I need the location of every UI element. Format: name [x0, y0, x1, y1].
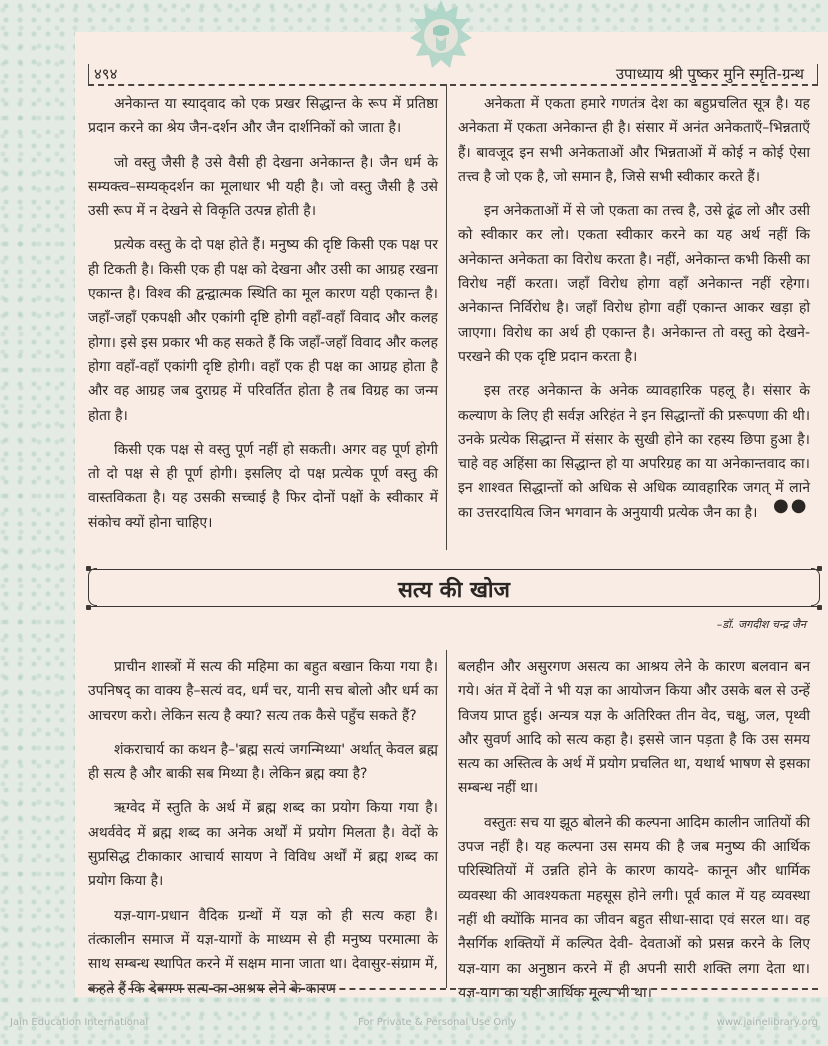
paragraph: प्रत्येक वस्तु के दो पक्ष होते हैं। मनुष्य की दृष्टि किसी एक पक्ष पर ही टिकती है। किसी एक ही पक्ष को देखना और उसी का आग्रह रखना एकान्त है। विश्व की द्वन्द्वात्मक स्थिति का मूल कारण यही एकान्त है। जहाँ-जहाँ एकपक्षी और एकांगी दृष्टि होगी वहाँ-वहाँ विवाद और कलह होगा। इसे इस प्रकार भी कह सकते हैं कि जहाँ-जहाँ विवाद और कलह होगा वहाँ-वहाँ एकांगी दृष्टि होगी। वहाँ एक ही पक्ष का आग्रह होता है और वह आग्रह जब दुराग्रह में परिवर्तित होता है तब विग्रह का जन्म होता है।: [88, 237, 438, 424]
footer-rule: [88, 988, 818, 990]
page-number: ४९४: [94, 65, 118, 83]
paragraph: शंकराचार्य का कथन है–'ब्रह्म सत्यं जगन्मिथ्या' अर्थात्‌ केवल ब्रह्म ही सत्य है और बाकी सब मिथ्या है। लेकिन ब्रह्म क्या है?: [88, 741, 438, 783]
paragraph: अनेकता में एकता हमारे गणतंत्र देश का बहुप्रचलित सूत्र है। यह अनेकता में एकता अनेकान्त ही है। संसार में अनंत अनेकताएँ–भिन्नताएँ हैं। बावजूद इन सभी अनेकताओं और भिन्नताओं में कोई न कोई ऐसा तत्त्व है जो एक है, जो समान है, जिसे सभी स्वीकार करते हैं।: [458, 96, 810, 185]
end-mark: ●●: [773, 495, 809, 516]
column-divider-bottom: [446, 650, 447, 988]
column-divider-top: [446, 84, 447, 550]
article-right-column: [458, 655, 810, 1015]
section1-left-column: [88, 92, 438, 545]
article-title-box: [90, 569, 818, 607]
footer-center: For Private & Personal Use Only: [358, 1017, 517, 1028]
paragraph: ऋग्वेद में स्तुति के अर्थ में ब्रह्म शब्द का प्रयोग किया गया है। अथर्ववेद में ब्रह्म शब्द का अनेक अर्थों में प्रयोग मिलता है। वेदों के सुप्रसिद्ध टीकाकार आचार्य सायण ने विविध अर्थों में ब्रह्म शब्द का प्रयोग किया है।: [88, 800, 438, 890]
footer-right-link[interactable]: www.jainelibrary.org: [716, 1017, 818, 1028]
section1-right-column: [458, 92, 810, 535]
page-header: [88, 62, 818, 84]
running-title: उपाध्याय श्री पुष्कर मुनि स्मृति-ग्रन्थ: [615, 65, 804, 83]
paragraph: इन अनेकताओं में से जो एकता का तत्त्व है, उसे ढूंढ लो और उसी को स्वीकार कर लो। एकता स्वीकार करने का यह अर्थ नहीं कि अनेकान्त अनेकता का विरोध करता है। नहीं, अनेकान्त कभी किसी का विरोध नहीं करता। जहाँ विरोध होगा वहाँ अनेकान्त नहीं रहेगा। अनेकान्त निर्विरोध है। जहाँ विरोध होगा वहीं एकान्त आकर खड़ा हो जाएगा। विरोध का अर्थ ही एकान्त है। अनेकान्त तो वस्तु को देखने-परखने की एक दृष्टि प्रदान करता है।: [458, 203, 810, 365]
corner-ornament: [86, 605, 91, 610]
paragraph: यज्ञ-याग-प्रधान वैदिक ग्रन्थों में यज्ञ को ही सत्य कहा है। तंत्कालीन समाज में यज्ञ-यागों के माध्यम से ही मनुष्य परमात्मा के साथ सम्बन्ध स्थापित करने में सक्षम माना जाता था। देवासुर-संग्राम में, कहते हैं कि देवगण सत्य का आश्रय लेने के कारण: [88, 907, 438, 997]
corner-ornament: [86, 566, 91, 571]
paragraph: अनेकान्त या स्याद्‌वाद को एक प्रखर सिद्धान्त के रूप में प्रतिष्ठा प्रदान करने का श्रेय जैन-दर्शन और जैन दार्शनिकों को जाता है।: [88, 96, 438, 137]
paragraph: जो वस्तु जैसी है उसे वैसी ही देखना अनेकान्त है। जैन धर्म के सम्यक्त्व–सम्यक्‌दर्शन का मूलाधार भी यही है। जो वस्तु जैसी है उसे उसी रूप में न देखने से विकृति उत्पन्न होती है।: [88, 154, 438, 220]
header-rule: [88, 84, 818, 86]
paragraph: वस्तुतः सच या झूठ बोलने की कल्पना आदिम कालीन जातियों की उपज नहीं है। यह कल्पना उस समय की है जब मनुष्य की आर्थिक परिस्थितियों में उन्नति होने के कारण कायदे- कानून और धार्मिक व्यवस्था की आवश्यकता महसूस होने लगी। पूर्व काल में यह व्यवस्था नहीं थी क्योंकि मानव का जीवन बहुत सीधा-सादा एवं सरल था। वह नैसर्गिक शक्तियों में कल्पित देवी- देवताओं को प्रसन्न करने के लिए यज्ञ-याग का अनुष्ठान करने में ही अपनी सारी शक्ति लगा देता था। यज्ञ-याग का यही आर्थिक मूल्य भी था।: [458, 814, 810, 1001]
article-left-column: [88, 655, 438, 1011]
footer-left: Jain Education International: [10, 1017, 149, 1028]
article-title: सत्य की खोज: [398, 578, 510, 603]
corner-ornament: [817, 566, 822, 571]
paragraph: बलहीन और असुरगण असत्य का आश्रय लेने के कारण बलवान बन गये। अंत में देवों ने भी यज्ञ का आयोजन किया और उसके बल से उन्हें विजय प्राप्त हुई। अन्यत्र यज्ञ के अतिरिक्त तीन वेद, चक्षु, जल, पृथ्वी और सुवर्ण आदि को सत्य कहा है। इससे जान पड़ता है कि उस समय सत्य का अस्तित्व के अर्थ में प्रयोग प्रचलित था, यथार्थ भाषण से इसका सम्बन्ध नहीं था।: [458, 659, 810, 797]
paragraph: प्राचीन शास्त्रों में सत्य की महिमा का बहुत बखान किया गया है। उपनिषद्‌ का वाक्य है–सत्यं वद, धर्मं चर, यानी सच बोलो और धर्म का आचरण करो। लेकिन सत्य है क्या? सत्य तक कैसे पहुँच सकते हैं?: [88, 659, 438, 724]
paragraph: किसी एक पक्ष से वस्तु पूर्ण नहीं हो सकती। अगर वह पूर्ण होगी तो दो पक्ष से ही पूर्ण होगी। इसलिए दो पक्ष प्रत्येक पूर्ण वस्तु की वास्तविकता है। यह उसकी सच्चाई है फिर दोनों पक्षों के स्वीकार में संकोच क्यों होना चाहिए।: [88, 441, 438, 531]
corner-ornament: [817, 605, 822, 610]
header-left-bar: [88, 64, 89, 84]
article-author: –डॉ. जगदीश चन्द्र जैन: [716, 618, 806, 631]
header-right-bar: [817, 64, 818, 84]
paragraph: इस तरह अनेकान्त के अनेक व्यावहारिक पहलू है। संसार के कल्याण के लिए ही सर्वज्ञ अरिहंत ने इन सिद्धान्तों की प्ररूपणा की थी। उनके प्रत्येक सिद्धान्त में संसार के सुखी होने का रहस्य छिपा हुआ है। चाहे वह अहिंसा का सिद्धान्त हो या अपरिग्रह का या अनेकान्तवाद का। इन शाश्वत सिद्धान्तों को अधिक से अधिक व्यावहारिक जगत्‌ में लाने का उत्तरदायित्व जिन भगवान के अनुयायी प्रत्येक जैन का है।: [458, 383, 810, 521]
